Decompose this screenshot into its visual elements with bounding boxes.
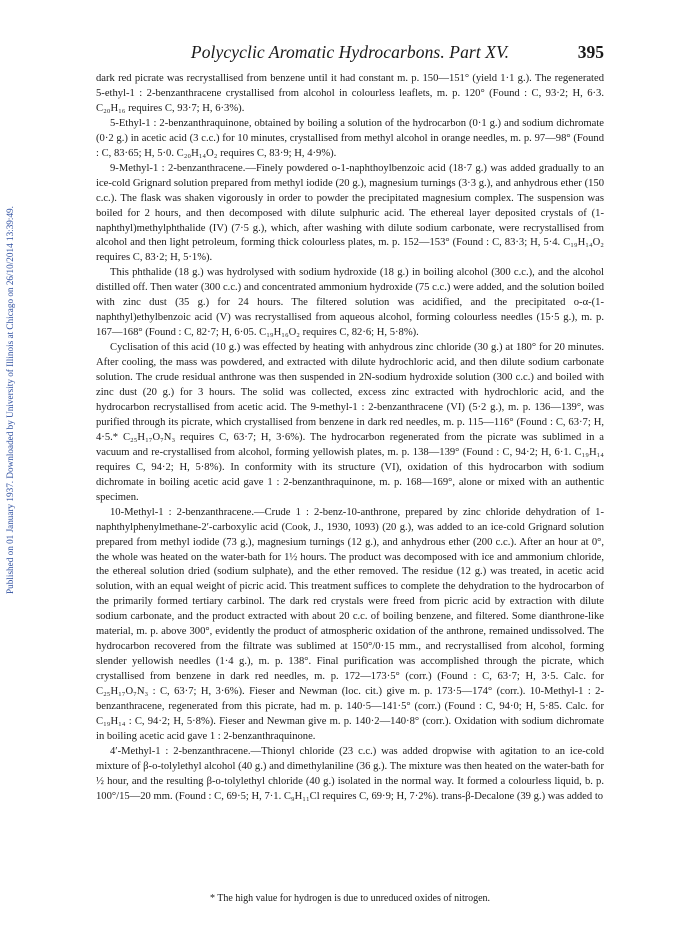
page-number: 395 — [577, 42, 604, 62]
paragraph: 10-Methyl-1 : 2-benzanthracene.—Crude 1 : 2-benz-10-anthrone, prepared by zinc chloride dehydration of 1-naphthylphenylmethane-2′-carboxylic acid (Cook, J., 1930, 1093) (20 g.), was added to an ice-cold Grignard solution prepared from methyl iodide (73 g.), magnesium turnings (12 g.), and anhydrous ether (200 c.c.). After an hour at 0°, the whole was heated on the water-bath for 1½ hours. The product was decomposed with ice and ammonium chloride, the ethereal solution dried (sodium sulphate), and the ether removed. The residue (12 g.) was treated, in acetic acid solution, with an equal weight of picric acid. This treatment suffices to complete the dehydration to the hydrocarbon of the primarily formed tertiary carbinol. The dark red crystals were freed from picric acid by extraction with dilute sodium carbonate, and the product extracted with about 20 c.c. of boiling benzene, and filtered. Some dianthrone-like material, m. p. above 300°, evidently the product of atmospheric oxidation of the anthrone, remained undissolved. The hydrocarbon recovered from the filtrate was sublimed at 150°/0·15 mm., and recrystallised from alcohol, forming slender yellowish needles (1·4 g.), m. p. 138°. Final purification was accomplished through the picrate, which crystallised from benzene in dark red needles, m. p. 172—173·5° (corr.) (Found : C, 63·7; H, 3·5. Calc. for C₂₅H₁₇O₇N₃ : C, 63·7; H, 3·6%). Fieser and Newman (loc. cit.) give m. p. 173·5—174° (corr.). 10-Methyl-1 : 2-benzanthracene, regenerated from this picrate, had m. p. 140·5—141·5° (corr.) (Found : C, 94·0; H, 5·85. Calc. for C₁₉H₁₄ : C, 94·2; H, 5·8%). Fieser and Newman give m. p. 140·2—140·8° (corr.). Oxidation with sodium dichromate in boiling acetic acid gave 1 : 2-benzanthraquinone. — [96, 506, 604, 742]
paragraph: Cyclisation of this acid (10 g.) was effected by heating with anhydrous zinc chloride (30 g.) at 180° for 20 minutes. After cooling, the mass was powdered, and extracted with dilute hydrochloric acid, and then dilute sodium carbonate solution. The crude residual anthrone was then suspended in 2N-sodium hydroxide solution (300 c.c.) and boiled with zinc dust (20 g.) for 3 hours. The solid was collected, excess zinc extracted with hydrochloric acid, and the hydrocarbon recrystallised from acetic acid. The 9-methyl-1 : 2-benzanthracene (VI) (5·2 g.), m. p. 136—139°, was purified through its picrate, which crystallised from benzene in dark red needles, m. p. 115—116° (Found : C, 63·7; H, 4·5.* C₂₅H₁₇O₇N₃ requires C, 63·7; H, 3·6%). The hydrocarbon regenerated from the picrate was sublimed in a vacuum and re-crystallised from alcohol, forming yellowish plates, m. p. 138—139° (Found : C, 94·2; H, 6·1. C₁₉H₁₄ requires C, 94·2; H, 5·8%). In conformity with its structure (VI), oxidation of this hydrocarbon with sodium dichromate in boiling acetic acid gave 1 : 2-benzanthraquinone, m. p. 168—169°, alone or mixed with an authentic specimen. — [96, 342, 604, 503]
paragraph: This phthalide (18 g.) was hydrolysed with sodium hydroxide (18 g.) in boiling alcohol (300 c.c.), and the alcohol distilled off. Then water (300 c.c.) and concentrated ammonium hydroxide (75 c.c.) were added, and the solution boiled with zinc dust (35 g.) for 24 hours. The filtered solution was acidified, and the precipitated o-α-(1-naphthyl)ethylbenzoic acid (V) was recrystallised from aqueous alcohol, forming colourless needles (15·5 g.), m. p. 167—168° (Found : C, 82·7; H, 6·05. C₁₉H₁₆O₂ requires C, 82·6; H, 5·8%). — [96, 267, 604, 339]
paragraph: 9-Methyl-1 : 2-benzanthracene.—Finely powdered o-1-naphthoylbenzoic acid (18·7 g.) was added gradually to an ice-cold Grignard solution prepared from methyl iodide (20 g.), magnesium turnings (3·3 g.), and anhydrous ether (150 c.c.). The flask was shaken vigorously in order to powder the precipitated magnesium complex. The suspension was boiled for 2 hours, and then decomposed with dilute sulphuric acid. The ethereal layer deposited crystals of (1-naphthyl)methylphthalide (IV) (7·5 g.), which, after washing with dilute sodium carbonate, were recrystallised from alcohol and then light petroleum, forming thick colourless plates, m. p. 152—153° (Found : C, 83·3; H, 5·4. C₁₉H₁₄O₂ requires C, 83·2; H, 5·1%). — [96, 162, 604, 264]
paragraph: dark red picrate was recrystallised from benzene until it had constant m. p. 150—151° (yield 1·1 g.). The regenerated 5-ethyl-1 : 2-benzanthracene crystallised from alcohol in colourless leaflets, m. p. 120° (Found : C, 93·2; H, 6·3. C₂₀H₁₆ requires C, 93·7; H, 6·3%). — [96, 73, 604, 114]
page-header — [96, 42, 604, 64]
running-title: Polycyclic Aromatic Hydrocarbons. Part XV. — [190, 42, 510, 62]
article-body — [96, 72, 604, 805]
paragraph: 4′-Methyl-1 : 2-benzanthracene.—Thionyl chloride (23 c.c.) was added dropwise with agitation to an ice-cold mixture of β-o-tolylethyl alcohol (40 g.) and dimethylaniline (36 g.). The mixture was then heated on the water-bath for ½ hour, and the resulting β-o-tolylethyl chloride (40 g.) isolated in the normal way. It formed a colourless liquid, b. p. 100°/15—20 mm. (Found : C, 69·5; H, 7·1. C₉H₁₁Cl requires C, 69·9; H, 7·2%). trans-β-Decalone (39 g.) was added to — [96, 745, 604, 802]
download-notice-text: Published on 01 January 1937. Downloaded by University of Illinois at Chicago on 26/10/2014 13:39:49. — [5, 206, 15, 594]
paragraph: 5-Ethyl-1 : 2-benzanthraquinone, obtained by boiling a solution of the hydrocarbon (0·1 g.) and sodium dichromate (0·2 g.) in acetic acid (3 c.c.) for 10 minutes, crystallised from methyl alcohol in orange needles, m. p. 97—98° (Found : C, 83·65; H, 5·0. C₂₀H₁₄O₂ requires C, 83·9; H, 4·9%). — [96, 117, 604, 159]
download-notice-sidebar — [4, 130, 16, 670]
footnote: * The high value for hydrogen is due to unreduced oxides of nitrogen. — [209, 893, 491, 904]
